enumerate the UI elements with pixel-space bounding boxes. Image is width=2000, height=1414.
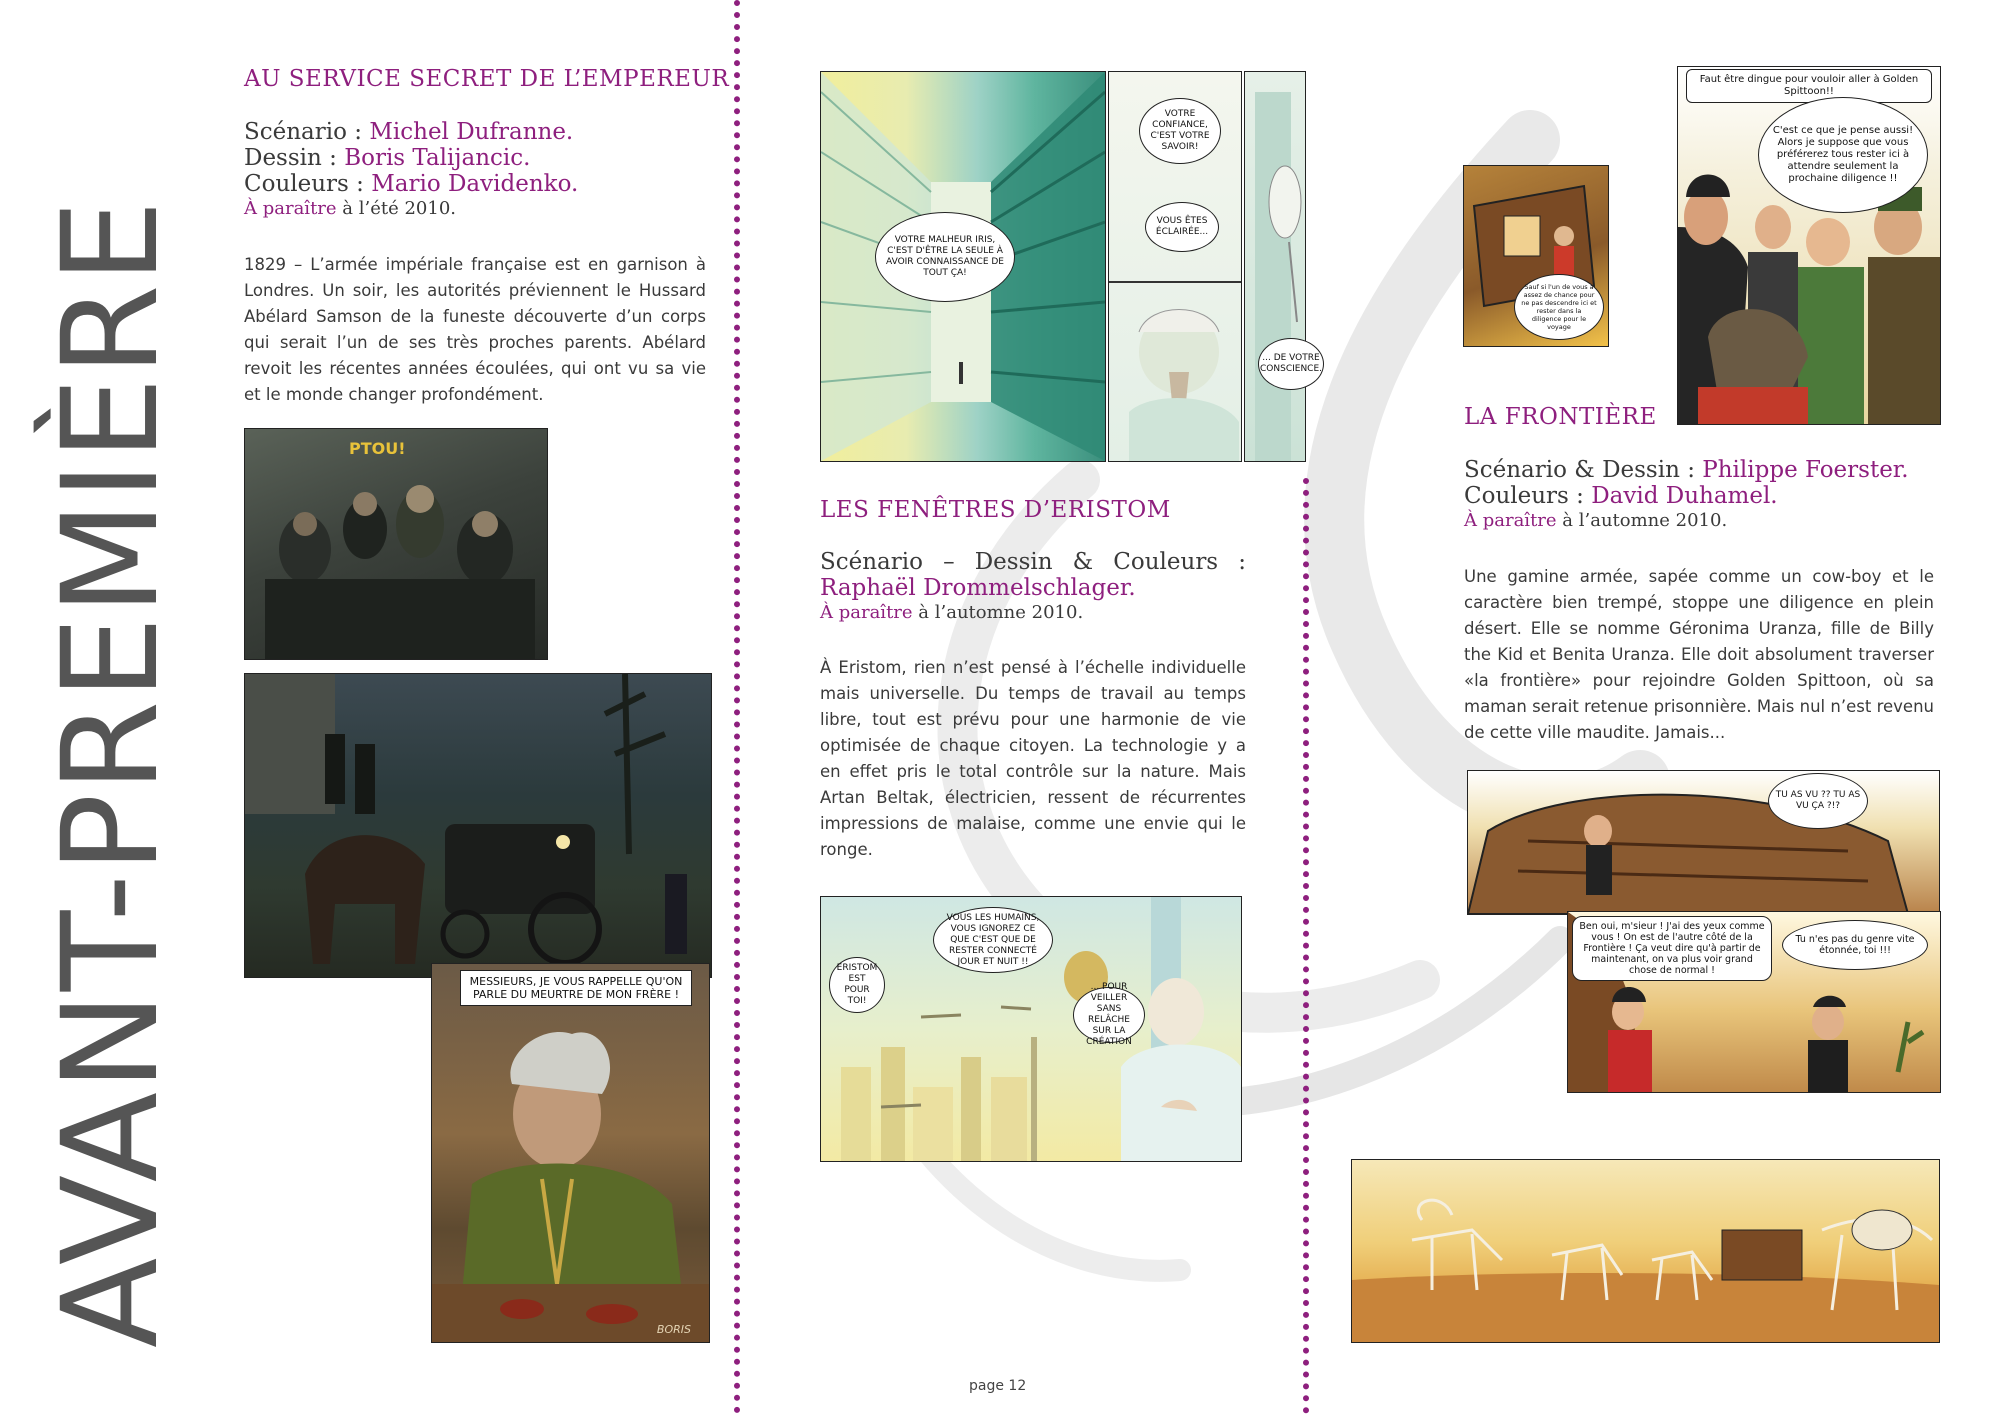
parution-date: à l’automne 2010.	[1556, 510, 1728, 531]
article3-parution	[1464, 509, 1934, 533]
skeletons-illustration	[1352, 1160, 1939, 1342]
couleurs-label: Couleurs :	[244, 171, 372, 197]
article1-image-old-man	[431, 963, 710, 1343]
article2-credits-name: Raphaël Drommelschlager.	[820, 575, 1136, 601]
column-divider-right	[1303, 478, 1315, 1414]
article2-panel-tower	[1244, 71, 1306, 462]
article3-bubble-6: Tu n'es pas du genre vite étonnée, toi !!!	[1782, 920, 1928, 970]
crowd-illustration	[245, 429, 547, 659]
article1-scenario	[244, 119, 704, 145]
article1-credits	[244, 119, 704, 221]
article2-bubble-6: VOUS LES HUMAINS, VOUS IGNOREZ CE QUE C'EST QUE DE RESTER CONNECTÉ JOUR ET NUIT !!	[933, 907, 1053, 973]
article3-panel-men	[1677, 66, 1941, 425]
credits-label: Scénario – Dessin & Couleurs :	[820, 549, 1246, 575]
vertical-section-title: AVANT-PREMIÈRE	[34, 199, 188, 1348]
parution-date: à l’automne 2010.	[912, 602, 1084, 623]
article1-body: 1829 – L’armée impériale française est en garnison à Londres. Un soir, les autorités préviennent le Hussard Abélard Samson de la funeste découverte d’un corps qui serait l’un de ses très proches parents. Abélard revoit les récentes années écoulées, qui ont vu sa vie et le monde changer profondément.	[244, 255, 706, 404]
dessin-label: Dessin :	[244, 145, 345, 171]
parution-label: À paraître	[244, 198, 337, 219]
article3-panel-wagon	[1467, 770, 1940, 915]
article3-panel-girl	[1567, 911, 1941, 1093]
article2-bubble-2: VOTRE CONFIANCE, C'EST VOTRE SAVOIR!	[1139, 98, 1221, 164]
article2-bubble-5: ERISTOM EST POUR TOI!	[829, 957, 885, 1013]
article3-bubble-1: Faut être dingue pour vouloir aller à Golden Spittoon!!	[1686, 69, 1932, 103]
article3-panel-skeletons	[1351, 1159, 1940, 1343]
column-divider-left	[734, 0, 746, 1414]
article2-bubble-3: VOUS ÊTES ÉCLAIRÉE...	[1145, 202, 1219, 252]
article1-couleurs	[244, 171, 704, 197]
article2-panel-corridor	[820, 71, 1106, 462]
carriage-illustration	[245, 674, 711, 977]
article1-parution	[244, 197, 704, 221]
tower-illustration	[1245, 72, 1305, 461]
credits1-name: Philippe Foerster.	[1702, 457, 1909, 483]
couleurs-name: Mario Davidenko.	[371, 171, 579, 197]
article2-bubble-4: ... DE VOTRE CONSCIENCE.	[1258, 338, 1324, 390]
article2-bubble-7: ... POUR VEILLER SANS RELÂCHE SUR LA CRÉATION	[1073, 987, 1145, 1043]
article1-dessin	[244, 145, 704, 171]
article1-image-carriage	[244, 673, 712, 978]
article2-credits	[820, 549, 1246, 625]
article3-panel-stagecoach	[1463, 165, 1609, 347]
article3-credits	[1464, 457, 1934, 533]
article3-bubble-3: Sauf si l'un de vous a assez de chance pour ne pas descendre ici et rester dans la diligence pour le voyage	[1514, 274, 1604, 340]
credits2-label: Couleurs :	[1464, 483, 1592, 509]
parution-label: À paraître	[820, 602, 913, 623]
article2-parution	[820, 601, 1246, 625]
article2-panel-city	[820, 896, 1242, 1162]
article1-title: AU SERVICE SECRET DE L’EMPEREUR	[244, 66, 730, 92]
article2-body: À Eristom, rien n’est pensé à l’échelle individuelle mais universelle. Du temps de travail au temps libre, tout est prévu pour une harmonie de vie optimisée de chaque citoyen. La technologie y a en effet pris le total contrôle sur la nature. Mais Artan Beltak, électricien, ressent de récurrentes impressions de malaise, comme une envie qui le ronge.	[820, 658, 1246, 859]
article2-credits-line	[820, 549, 1246, 575]
sfx-ptou: PTOU!	[349, 439, 406, 458]
dessin-name: Boris Talijancic.	[344, 145, 531, 171]
article3-body: Une gamine armée, sapée comme un cow-boy et le caractère bien trempé, stoppe une diligence en plein désert. Elle se nomme Géronima Uranza, fille de Billy the Kid et Benita Uranza. Elle doit absolument traverser «la frontière» pour rejoindre Golden Spittoon, où sa maman serait retenue prisonnière. Mais nul n’est revenu de cette ville maudite. Jamais...	[1464, 567, 1934, 742]
credits2-name: David Duhamel.	[1591, 483, 1778, 509]
scenario-name: Michel Dufranne.	[369, 119, 574, 145]
article2-title: LES FENÊTRES D’ERISTOM	[820, 497, 1171, 523]
wagon-illustration	[1468, 771, 1939, 914]
artist-signature: BORIS	[656, 1323, 691, 1336]
article3-bubble-4: TU AS VU ?? TU AS VU ÇA ?!?	[1768, 773, 1868, 829]
article1-caption: MESSIEURS, JE VOUS RAPPELLE QU'ON PARLE DU MEURTRE DE MON FRÈRE !	[460, 970, 692, 1006]
parution-label: À paraître	[1464, 510, 1557, 531]
credits1-label: Scénario & Dessin :	[1464, 457, 1703, 483]
article1-image-crowd	[244, 428, 548, 660]
page-number: page 12	[969, 1378, 1027, 1394]
article2-panel-iris	[1108, 71, 1242, 462]
article3-credits2	[1464, 483, 1934, 509]
article3-bubble-2: C'est ce que je pense aussi! Alors je suppose que vous préférerez tous rester ici à attendre seulement la prochaine diligence !!	[1758, 97, 1928, 213]
article3-bubble-5: Ben oui, m'sieur ! J'ai des yeux comme vous ! On est de l'autre côté de la Frontière ! Ça veut dire qu'à partir de maintenant, on va plus voir grand chose de normal !	[1572, 916, 1772, 981]
old-man-illustration	[432, 964, 709, 1342]
article2-bubble-1: VOTRE MALHEUR IRIS, C'EST D'ÊTRE LA SEULE À AVOIR CONNAISSANCE DE TOUT ÇA!	[875, 212, 1015, 302]
scenario-label: Scénario :	[244, 119, 370, 145]
article3-title: LA FRONTIÈRE	[1464, 404, 1657, 430]
article3-credits1	[1464, 457, 1934, 483]
parution-date: à l’été 2010.	[336, 198, 457, 219]
